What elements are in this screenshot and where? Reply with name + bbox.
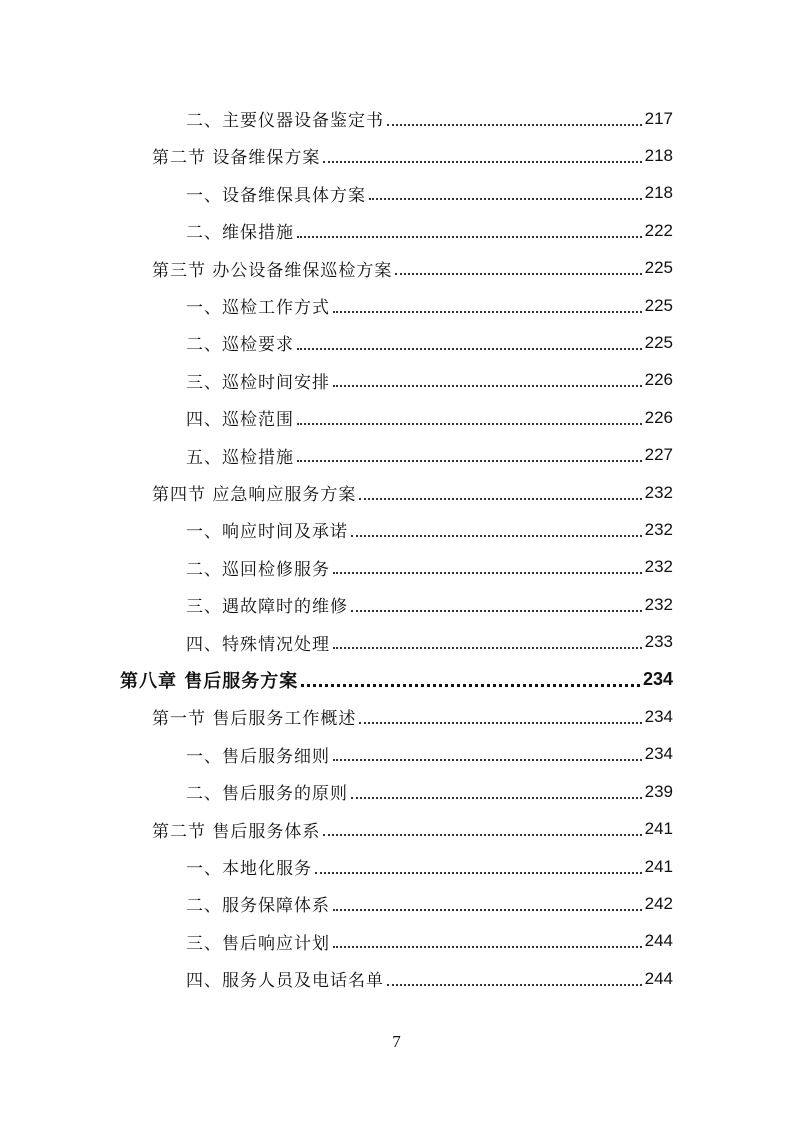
toc-entry[interactable] xyxy=(186,100,673,137)
toc-entry[interactable] xyxy=(186,586,673,623)
toc-entry-label: 一、设备维保具体方案 xyxy=(186,185,366,206)
dot-leader xyxy=(333,311,642,313)
dot-leader xyxy=(315,872,642,874)
toc-entry[interactable] xyxy=(186,362,673,399)
toc-entry[interactable] xyxy=(186,923,673,960)
toc-entry-page: 225 xyxy=(644,332,673,352)
dot-leader xyxy=(387,124,642,126)
dot-leader xyxy=(351,610,642,612)
toc-entry-label: 二、服务保障体系 xyxy=(186,896,330,917)
dot-leader xyxy=(297,236,642,238)
dot-leader xyxy=(333,385,642,387)
toc-entry-label: 四、巡检范围 xyxy=(186,410,294,431)
toc-entry-label: 第二节 设备维保方案 xyxy=(152,148,321,169)
toc-entry-label: 第二节 售后服务体系 xyxy=(152,821,321,842)
dot-leader xyxy=(297,348,642,350)
toc-entry-page: 244 xyxy=(644,968,673,988)
toc-entry-page: 222 xyxy=(644,220,673,240)
dot-leader xyxy=(323,834,641,836)
toc-entry-page: 242 xyxy=(644,893,673,913)
toc-entry-page: 225 xyxy=(644,258,673,278)
toc-entry-page: 232 xyxy=(644,557,673,577)
toc-entry-page: 218 xyxy=(644,183,673,203)
toc-entry-page: 232 xyxy=(644,594,673,614)
toc-entry-label: 第四节 应急响应服务方案 xyxy=(152,485,357,505)
toc-entry-page: 227 xyxy=(644,445,673,465)
toc-entry-label: 二、巡回检修服务 xyxy=(186,559,330,580)
toc-entry-page: 239 xyxy=(644,781,673,801)
toc-entry[interactable] xyxy=(186,549,673,586)
toc-entry[interactable] xyxy=(152,811,673,848)
toc-entry-label: 三、巡检时间安排 xyxy=(186,372,330,393)
dot-leader xyxy=(333,946,642,948)
toc-entry-label: 第一节 售后服务工作概述 xyxy=(152,709,357,730)
toc-entry[interactable] xyxy=(186,324,673,361)
dot-leader xyxy=(297,460,642,462)
toc-entry-label: 一、响应时间及承诺 xyxy=(186,522,348,543)
toc-entry-label: 第八章 售后服务方案 xyxy=(120,670,299,692)
dot-leader xyxy=(351,797,642,799)
toc-entry-label: 二、巡检要求 xyxy=(186,335,294,356)
dot-leader xyxy=(301,684,640,687)
toc-entry[interactable] xyxy=(120,661,673,698)
toc-entry-label: 一、本地化服务 xyxy=(186,859,312,879)
toc-entry[interactable] xyxy=(186,885,673,922)
toc-entry-page: 244 xyxy=(644,931,673,951)
toc-entry-page: 232 xyxy=(644,519,673,539)
toc-entry-page: 234 xyxy=(644,706,673,726)
dot-leader xyxy=(369,198,642,200)
toc-entry-page: 217 xyxy=(644,108,673,128)
toc-entry-label: 一、巡检工作方式 xyxy=(186,298,330,318)
toc-entry-label: 一、售后服务细则 xyxy=(186,746,330,767)
dot-leader xyxy=(387,984,642,986)
toc-entry[interactable] xyxy=(186,437,673,474)
toc-entry[interactable] xyxy=(186,624,673,661)
toc-entry[interactable] xyxy=(186,848,673,885)
toc-entry-label: 四、服务人员及电话名单 xyxy=(186,971,384,992)
dot-leader xyxy=(323,161,641,163)
toc-entry[interactable] xyxy=(186,399,673,436)
dot-leader xyxy=(297,423,642,425)
toc-entry-label: 四、特殊情况处理 xyxy=(186,634,330,655)
dot-leader xyxy=(395,273,641,275)
toc-entry-page: 218 xyxy=(644,145,673,165)
toc-entry-label: 五、巡检措施 xyxy=(186,447,294,468)
dot-leader xyxy=(359,722,641,724)
toc-entry[interactable] xyxy=(186,511,673,548)
dot-leader xyxy=(359,498,641,500)
toc-entry[interactable] xyxy=(152,698,673,735)
dot-leader xyxy=(333,909,642,911)
toc-entry-page: 233 xyxy=(644,632,673,652)
toc-entry-label: 二、维保措施 xyxy=(186,223,294,244)
toc-entry-page: 226 xyxy=(644,370,673,390)
toc-entry[interactable] xyxy=(152,250,673,287)
dot-leader xyxy=(351,535,642,537)
toc-entry-page: 226 xyxy=(644,407,673,427)
toc-entry-page: 234 xyxy=(642,669,673,689)
toc-entry-page: 225 xyxy=(644,295,673,315)
toc-entry-page: 232 xyxy=(644,482,673,502)
toc-entry-label: 二、主要仪器设备鉴定书 xyxy=(186,111,384,131)
toc-entry[interactable] xyxy=(186,287,673,324)
dot-leader xyxy=(333,647,642,649)
toc-entry[interactable] xyxy=(152,474,673,511)
toc-entry[interactable] xyxy=(186,773,673,810)
toc-entry[interactable] xyxy=(152,137,673,174)
toc-entry[interactable] xyxy=(186,212,673,249)
toc-entry-page: 241 xyxy=(644,819,673,839)
page-number: 7 xyxy=(392,1032,401,1051)
toc-entry[interactable] xyxy=(186,175,673,212)
toc-entry[interactable] xyxy=(186,736,673,773)
toc-entry[interactable] xyxy=(186,960,673,997)
toc-entry-label: 第三节 办公设备维保巡检方案 xyxy=(152,260,393,281)
toc-entry-label: 二、售后服务的原则 xyxy=(186,784,348,805)
dot-leader xyxy=(333,759,642,761)
toc-entry-label: 三、遇故障时的维修 xyxy=(186,597,348,618)
toc-entry-page: 241 xyxy=(644,856,673,876)
toc-entry-label: 三、售后响应计划 xyxy=(186,933,330,954)
dot-leader xyxy=(333,572,642,574)
toc-entry-page: 234 xyxy=(644,744,673,764)
